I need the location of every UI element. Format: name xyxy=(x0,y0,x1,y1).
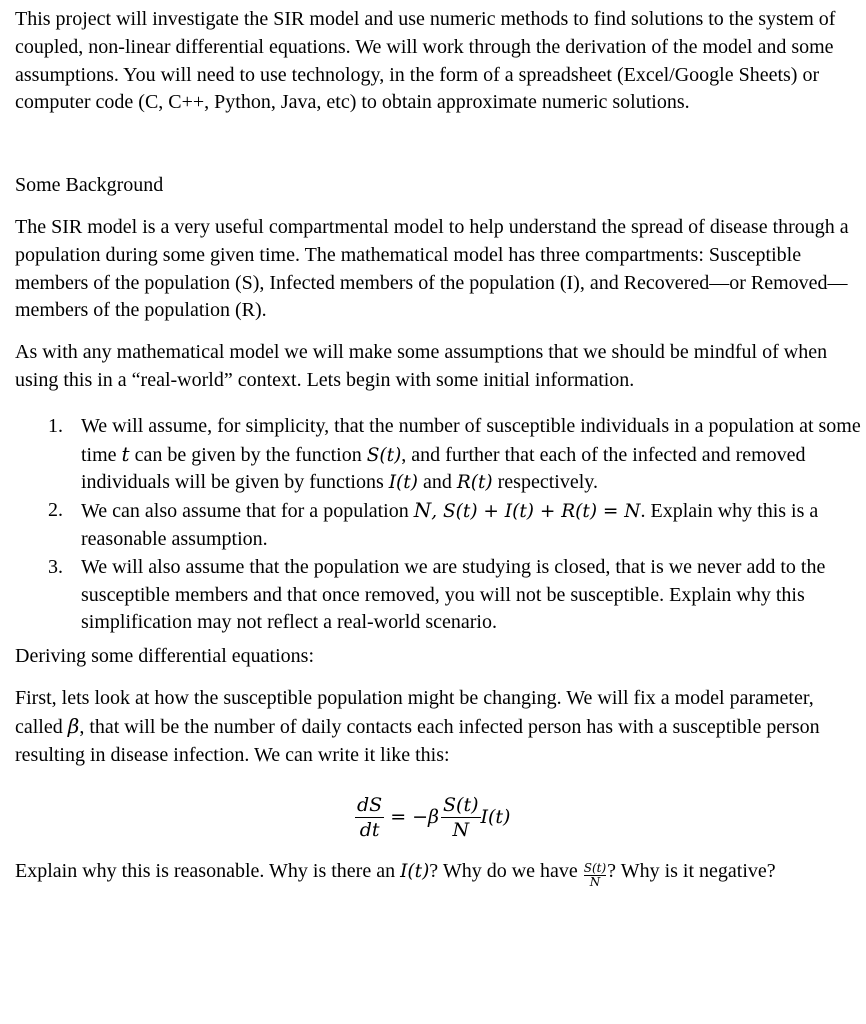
infected-term: I(t) xyxy=(480,806,511,829)
deriving-heading: Deriving some differential equations: xyxy=(15,645,314,668)
list-item: 2. We can also assume that for a population N, S(t) + I(t) + R(t) = N. Explain why this is a reasonable assumption. xyxy=(48,498,819,550)
equals-sign: = xyxy=(390,806,407,829)
neg-beta: −β xyxy=(412,806,440,829)
list-number: 2. xyxy=(48,499,63,522)
assumptions-list xyxy=(15,413,861,637)
document-page xyxy=(15,6,861,890)
list-number: 1. xyxy=(48,414,63,437)
math-I-of-t: I(t) xyxy=(400,861,430,883)
intro-paragraph: This project will investigate the SIR model and use numeric methods to find solutions to the system of coupled, non-linear differential equations. We will work through the derivation of the model and some assumptions. You will need to use technology, in the form of a spreadsheet (Excel/Google Sheets) or computer code (C, C++, Python, Java, etc) to obtain approximate numeric solutions. xyxy=(15,8,836,114)
list-number: 3. xyxy=(48,555,63,578)
background-heading: Some Background xyxy=(15,174,164,197)
math-R-of-t: R(t) xyxy=(456,472,493,494)
math-t: t xyxy=(121,441,130,466)
susceptible-fraction: $\frac{S(t)}{N}$ xyxy=(443,793,479,841)
list-item: 3. We will also assume that the population we are studying is closed, that is we never add to the susceptible members and that once removed, you will not be susceptible. Explain why this simplification may not reflect a real-world scenario. xyxy=(48,555,826,634)
inline-fraction: $\frac{S(t)}{N}$ xyxy=(583,861,607,890)
math-population-sum: , S(t) + I(t) + R(t) = N xyxy=(431,501,641,523)
math-I-of-t: I(t) xyxy=(388,472,418,494)
background-paragraph-1: The SIR model is a very useful compartmental model to help understand the spread of disease through a population during some given time. The mathematical model has three compartments: Susceptible members of the population (S), Infected members of the population (I), and Recovered—or Removed—members of the population (R). xyxy=(15,215,849,322)
differential-equation xyxy=(15,783,861,851)
math-beta: β xyxy=(67,713,80,738)
list-item: 1. We will assume, for simplicity, that the number of susceptible individuals in a population at some time t can be given by the function S(t), and further that each of the infected and removed individuals will be given by functions I(t) and R(t) respectively. xyxy=(48,414,861,494)
deriving-paragraph: First, lets look at how the susceptible population might be changing. We will fix a model parameter, called β, that will be the number of daily contacts each infected person has with a susceptible person resulting in disease infection. We can write it like this: xyxy=(15,686,820,766)
derivative-fraction: $\frac{dS}{dt}$ xyxy=(357,793,383,841)
math-N: N xyxy=(413,498,432,523)
explain-paragraph: Explain why this is reasonable. Why is there an I(t)? Why do we have $\frac{S(t)}{N}$ ? Why is it negative? xyxy=(15,860,776,890)
background-paragraph-2: As with any mathematical model we will make some assumptions that we should be mindful of when using this in a “real-world” context. Lets begin with some initial information. xyxy=(15,341,828,391)
math-S-of-t: S(t) xyxy=(366,444,402,466)
